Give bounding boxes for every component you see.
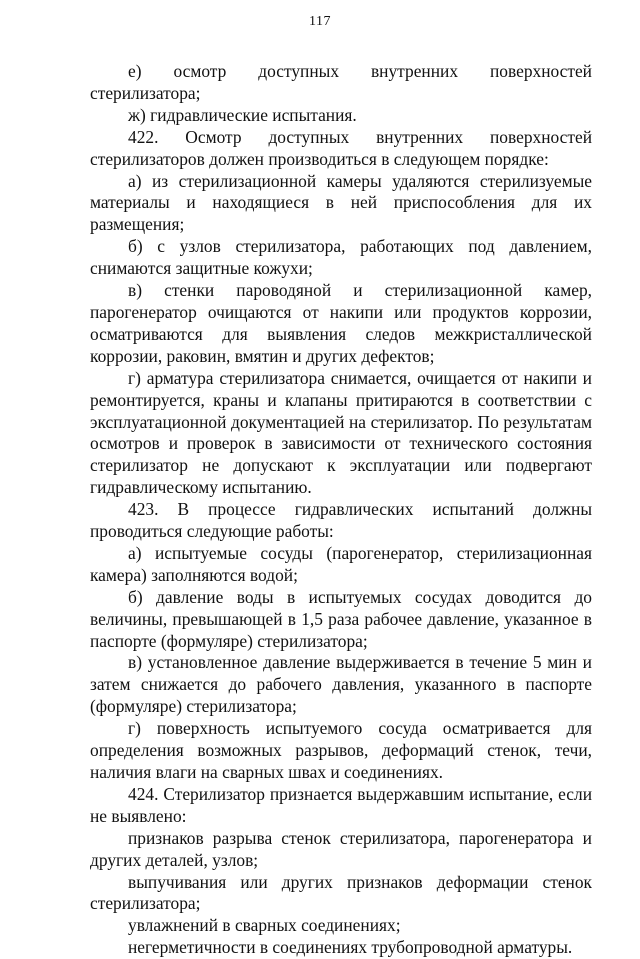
- paragraph-section-424: 424. Стерилизатор признается выдержавшим испытание, если не выявлено:: [90, 783, 592, 826]
- paragraph-423-a: а) испытуемые сосуды (парогенератор, стерилизационная камера) заполняются водой;: [90, 542, 592, 585]
- paragraph-section-423: 423. В процессе гидравлических испытаний должны проводиться следующие работы:: [90, 499, 592, 542]
- paragraph-item-e: е) осмотр доступных внутренних поверхностей стерилизатора;: [90, 61, 592, 103]
- paragraph-422-v: в) стенки пароводяной и стерилизационной камер, парогенератор очищаются от накипи или продуктов коррозии, осматриваются для выявления следов межкристаллической коррозии, раковин, вмятин и других дефектов;: [90, 280, 592, 366]
- page-number: 117: [309, 14, 331, 29]
- paragraph-423-g: г) поверхность испытуемого сосуда осматривается для определения возможных разрывов, деформаций стенок, течи, наличия влаги на сварных швах и соединениях.: [90, 718, 592, 782]
- document-body: [90, 61, 592, 959]
- paragraph-item-zh: ж) гидравлические испытания.: [128, 104, 357, 125]
- paragraph-422-g: г) арматура стерилизатора снимается, очищается от накипи и ремонтируется, краны и клапаны притираются в соответствии с эксплуатационной документацией на стерилизатор. По результатам осмотров и проверок в зависимости от технического состояния стерилизатор не допускают к эксплуатации или подвергают гидравлическому испытанию.: [90, 367, 592, 498]
- paragraph-424-list-4: негерметичности в соединениях трубопроводной арматуры.: [128, 937, 573, 958]
- paragraph-423-b: б) давление воды в испытуемых сосудах доводится до величины, превышающей в 1,5 раза рабочее давление, указанное в паспорте (формуляре) стерилизатора;: [90, 586, 592, 651]
- paragraph-424-list-2: выпучивания или других признаков деформации стенок стерилизатора;: [90, 871, 592, 914]
- paragraph-422-b: б) с узлов стерилизатора, работающих под давлением, снимаются защитные кожухи;: [90, 236, 592, 279]
- paragraph-422-a: а) из стерилизационной камеры удаляются стерилизуемые материалы и находящиеся в ней приспособления для их размещения;: [90, 170, 592, 235]
- paragraph-424-list-3: увлажнений в сварных соединениях;: [128, 915, 401, 936]
- paragraph-section-422: 422. Осмотр доступных внутренних поверхностей стерилизаторов должен производиться в следующем порядке:: [90, 126, 592, 169]
- paragraph-423-v: в) установленное давление выдерживается в течение 5 мин и затем снижается до рабочего давления, указанного в паспорте (формуляре) стерилизатора;: [90, 652, 592, 717]
- paragraph-424-list-1: признаков разрыва стенок стерилизатора, парогенератора и других деталей, узлов;: [90, 827, 592, 870]
